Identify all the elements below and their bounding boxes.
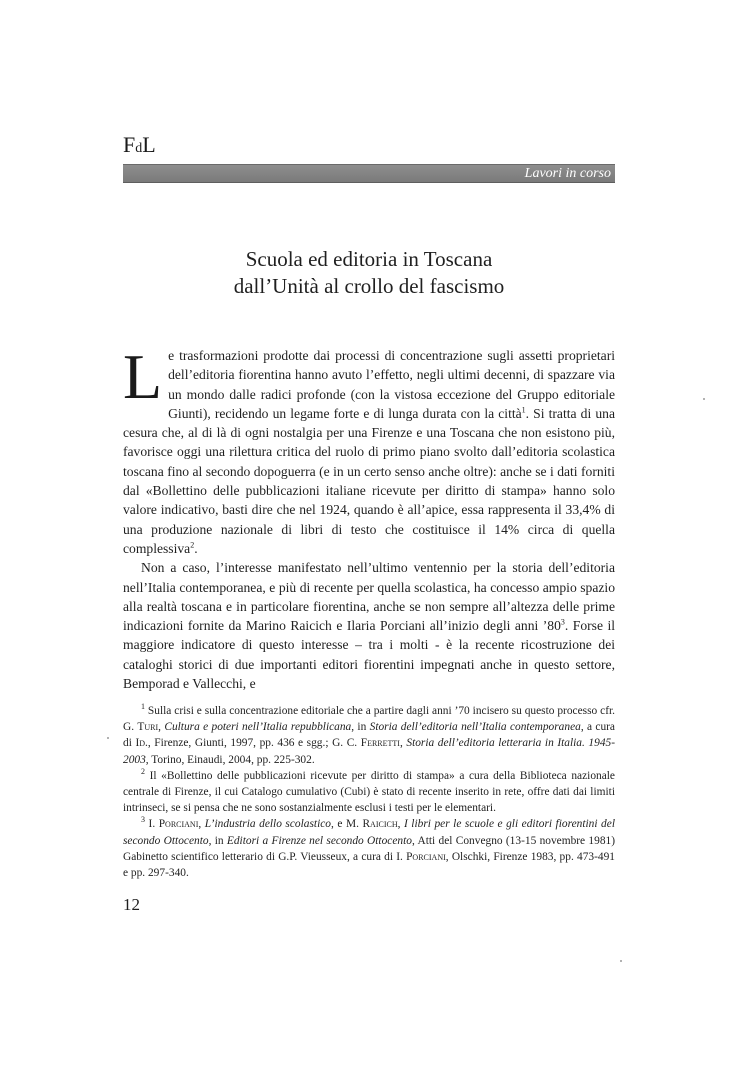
footnote-1-title-2: Storia dell’editoria nell’Italia contemporanea [369,721,581,734]
footnote-2-text: Il «Bollettino delle pubblicazioni ricevute per diritto di stampa» a cura della Biblioteca nazionale centrale di Firenze, il cui Catalogo cumulativo (Cubi) è stato di recente inserito in rete, offre dati dai limiti intrinseci, se si pensa che ne sono sostanzialmente esclusi i testi per le elementari. [123,769,615,815]
footnote-2-number: 2 [141,767,145,777]
title-line-2: dall’Unità al crollo del fascismo [233,274,505,298]
paragraph-2 [123,558,615,693]
footnote-1-number: 1 [141,702,145,712]
footnote-3-title-2: I libri per le scuole e gli editori fiorentini del secondo Ottocento [123,818,615,847]
drop-cap: L [123,341,163,412]
page-number: 12 [123,895,140,914]
paragraph-1-text-c: . [194,540,198,556]
footnote-3-text: , e M. [330,818,363,831]
paragraph-1-text-b: . Si tratta di una cesura che, al di là di ogni nostalgia per una Firenze e una Toscana che non esistono più, favorisce oggi una rilettura critica del ruolo di primo piano svolto dall’editoria scolastica toscana fino al secondo dopoguerra (e in un certo senso anche oltre): anche se i dati forniti dal «Bollettino delle pubblicazioni italiane ricevute per diritto di stampa» hanno solo valore indicativo, basti dire che nel 1924, quando è all’apice, essa rappresenta il 33,4% di una produzione nazionale di libri di testo che costituisce il 14% circa di quella complessiva [123,405,615,556]
footnote-ref-2: 2 [190,540,195,550]
footnote-ref-1: 1 [521,405,526,415]
paragraph-1 [123,341,615,558]
author-raicich: Raicich [362,818,398,831]
logo-letter-f: F [123,132,136,157]
footnote-3-text: , Atti del Convegno (13-15 novembre 1981) Gabinetto scientifico letterario di G.P. Vieusseux, a cura di I. [123,834,616,863]
footnote-1-text: , [158,721,165,734]
footnote-1-title-3: Storia dell’editoria letteraria in Italia. 1945-2003 [123,737,615,766]
footnote-1-text: Sulla crisi e sulla concentrazione editoriale che a partire dagli anni ’70 incisero su questo processo cfr. G. [123,705,615,734]
footnote-3-text: , Olschki, Firenze 1983, pp. 473-491 e pp. 297-340. [123,850,615,880]
footnote-3-title-3: Editori a Firenze nel secondo Ottocento [226,834,412,847]
scan-speck [703,398,705,400]
footnote-2 [123,768,615,817]
footnote-1-text: , Torino, Einaudi, 2004, pp. 225-302. [145,753,315,766]
scan-speck [107,737,109,739]
section-label: Lavori in corso [524,166,611,181]
paragraph-2-text-a: Non a caso, l’interesse manifestato nell’ultimo ventennio per la storia dell’editoria nell’Italia contemporanea, e più di recente per quella scolastica, ha concesso ampio spazio alla realtà toscana e in particolare fiorentina, anche se non sempre all’altezza delle prime indicazioni fornite da Marino Raicich e Ilaria Porciani all’inizio degli anni ’80 [123,560,615,634]
footnote-3-text: I. [145,818,159,831]
footnote-1-text: , Firenze, Giunti, 1997, pp. 436 e sgg.; G. C. [147,737,361,750]
paragraph-1-text-a: e trasformazioni prodotte dai processi di concentrazione sugli assetti proprietari dell’editoria fiorentina hanno avuto l’effetto, negli ultimi decenni, di spazzare via un mondo dalle radici profonde (con la vistosa eccezione del Gruppo editoriale Giunti), recidendo un legame forte e di lunga durata con la città [168,348,615,421]
scan-speck [620,960,622,962]
logo-letter-d: d [135,141,143,156]
footnote-3-number: 3 [141,815,145,825]
article-body [123,341,615,693]
author-porciani: Porciani [158,818,199,831]
footnote-3-text: , [397,818,404,831]
footnote-1-text: , [399,737,407,750]
footnote-1 [123,703,615,768]
section-header-bar [123,164,615,183]
footnote-3-text: , [198,818,205,831]
footnote-1-text: , a cura di [123,721,615,750]
footnote-ref-3: 3 [560,617,565,627]
footnote-3-text: , in [208,834,227,847]
title-line-1: Scuola ed editoria in Toscana [245,247,493,271]
footnotes [123,703,615,881]
footnote-3-title-1: L’industria dello scolastico [204,818,331,831]
author-porciani-2: Porciani [406,850,446,863]
article-title [123,246,615,300]
paragraph-2-text-b: . Forse il maggiore indicatore di questo interesse – tra i molti - è la recente ricostruzione dei cataloghi storici di due importanti editori fiorentini impegnati anche in questo settore, Bemporad e Vallecchi, e [123,618,615,692]
author-turi: Turi [137,721,159,734]
author-ferretti: Ferretti [360,737,400,750]
author-id: Id. [135,737,148,750]
footnote-1-title-1: Cultura e poteri nell’Italia repubblicana [164,721,352,734]
footnote-3 [123,816,615,881]
logo-letter-l: L [142,132,156,157]
journal-logo [123,134,156,156]
footnote-1-text: , in [351,721,370,734]
